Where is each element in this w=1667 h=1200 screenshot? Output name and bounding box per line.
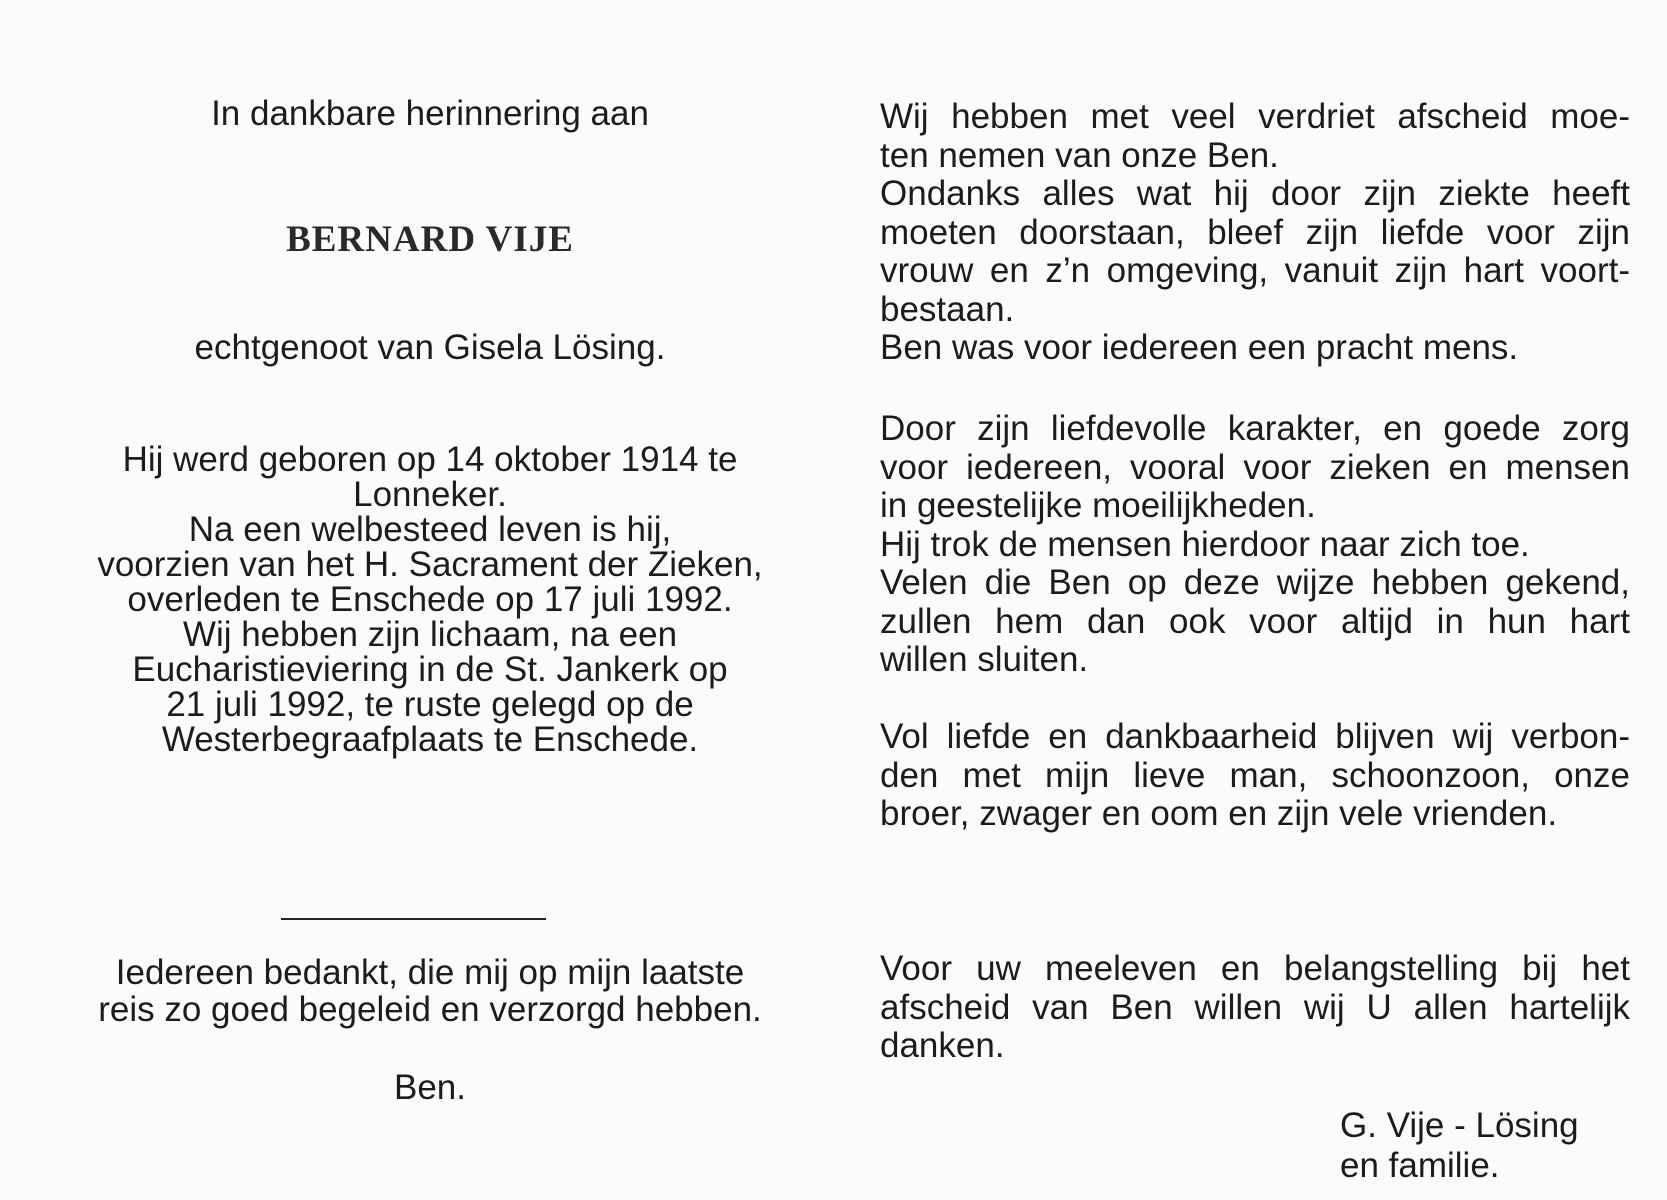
divider — [281, 918, 546, 920]
thanks-message — [40, 954, 820, 1028]
bio-line: 21 juli 1992, te ruste gelegd op de — [166, 685, 694, 724]
signature-line: en familie. — [1340, 1146, 1500, 1185]
spouse-text: echtgenoot van Gisela Lösing. — [194, 328, 666, 367]
paragraph-line: Door zijn liefdevolle karakter, en goede zorg — [880, 409, 1630, 448]
biography — [40, 442, 820, 757]
paragraph-line: danken. — [880, 1026, 1005, 1065]
paragraph-line: ten nemen van onze Ben. — [880, 135, 1279, 175]
paragraph-line: Velen die Ben op deze wijze hebben gekend, — [880, 563, 1630, 602]
family-signature — [1340, 1106, 1630, 1186]
thanks-line: reis zo goed begeleid en verzorgd hebben. — [98, 990, 762, 1029]
paragraph-line: moeten doorstaan, bleef zijn liefde voor zijn — [880, 212, 1630, 252]
paragraph-line: afscheid van Ben willen wij U allen hartelijk — [880, 987, 1630, 1027]
paragraph-line: Vol liefde en dankbaarheid blijven wij verbon- — [880, 717, 1630, 756]
paragraph-line: bestaan. — [880, 289, 1015, 329]
bio-line: Westerbegraafplaats te Enschede. — [161, 720, 699, 759]
thanks-paragraph — [880, 950, 1630, 1066]
paragraph-line: den met mijn lieve man, schoonzoon, onze — [880, 755, 1630, 795]
signature-ben: Ben. — [394, 1068, 466, 1107]
bio-line: Hij werd geboren op 14 oktober 1914 te — [122, 440, 738, 479]
bio-line: Wij hebben zijn lichaam, na een — [182, 615, 678, 654]
bio-line: voorzien van het H. Sacrament der Zieken, — [97, 545, 763, 584]
thanks-line: Iedereen bedankt, die mij op mijn laatste — [115, 953, 745, 992]
farewell-paragraph — [880, 98, 1630, 368]
character-paragraph — [880, 410, 1630, 680]
paragraph-line: broer, zwager en oom en zijn vele vrienden. — [880, 794, 1558, 833]
paragraph-line: voor iedereen, vooral voor zieken en mensen — [880, 447, 1630, 487]
paragraph-line: Voor uw meeleven en belangstelling bij het — [880, 949, 1630, 988]
bio-line: overleden te Enschede op 17 juli 1992. — [127, 580, 733, 619]
paragraph-line: willen sluiten. — [880, 640, 1089, 679]
paragraph-line: Ondanks alles wat hij door zijn ziekte heeft — [880, 174, 1630, 213]
paragraph-line: zullen hem dan ook voor altijd in hun hart — [880, 601, 1630, 641]
paragraph-line: Ben was voor iedereen een pracht mens. — [880, 328, 1519, 367]
signature-line: G. Vije - Lösing — [1340, 1106, 1579, 1145]
intro-text: In dankbare herinnering aan — [211, 94, 649, 133]
bio-line: Lonneker. — [353, 475, 507, 514]
love-paragraph — [880, 718, 1630, 834]
bio-line: Eucharistieviering in de St. Jankerk op — [132, 650, 728, 689]
paragraph-line: Wij hebben met veel verdriet afscheid moe- — [880, 97, 1630, 136]
paragraph-line: Hij trok de mensen hierdoor naar zich toe. — [880, 524, 1530, 564]
bio-line: Na een welbesteed leven is hij, — [188, 510, 672, 549]
paragraph-line: in geestelijke moeilijkheden. — [880, 486, 1316, 525]
deceased-name: BERNARD VIJE — [286, 219, 574, 260]
paragraph-line: vrouw en z’n omgeving, vanuit zijn hart voort- — [880, 251, 1630, 290]
